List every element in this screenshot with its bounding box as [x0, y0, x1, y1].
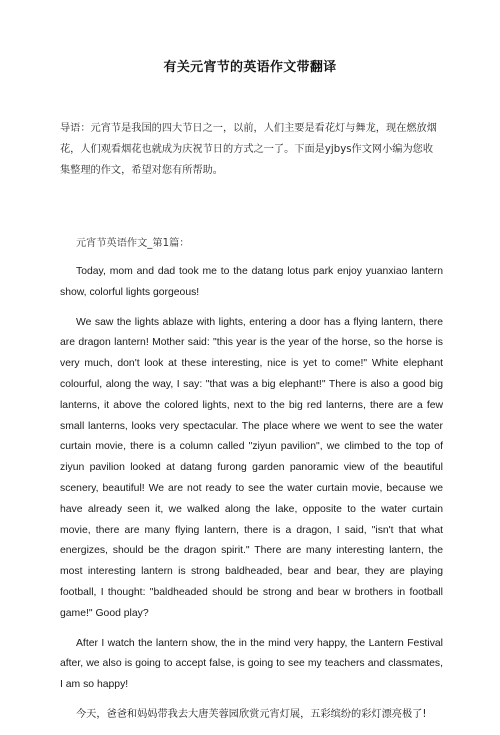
essay-paragraph-1: Today, mom and dad took me to the datang lotus park enjoy yuanxiao lantern show, colorful lights gorgeous! — [60, 266, 443, 298]
intro-paragraph: 导语：元宵节是我国的四大节日之一，以前，人们主要是看花灯与舞龙，现在燃放烟花，人们观看烟花也就成为庆祝节日的方式之一了。下面是yjbys作文网小编为您收集整理的作文，希望对您有所帮助。 — [60, 123, 437, 176]
essay-paragraph-3: After I watch the lantern show, the in the mind very happy, the Lantern Festival after, we also is going to accept false, is going to see my teachers and classmates, I am so happy! — [60, 637, 443, 691]
translation-paragraph: 今天，爸爸和妈妈带我去大唐芙蓉园欣赏元宵灯展，五彩缤纷的彩灯漂亮极了! — [76, 708, 427, 720]
essay-body — [60, 262, 443, 735]
document-title: 有关元宵节的英语作文带翻译 — [163, 60, 337, 75]
section-heading: 元宵节英语作文_第1篇： — [76, 238, 190, 249]
essay-paragraph-2: We saw the lights ablaze with lights, entering a door has a flying lantern, there are dragon lantern! Mother said: "this year is the year of the horse, so the horse is very much, don't look at these interesting, nice is yet to come!" White elephant colourful, along the way, I say: "that was a big elephant!" There is also a good big lanterns, it above the colored lights, next to the big red lanterns, there are a few small lanterns, looks very spectacular. The place where we went to see the water curtain movie, there is a column called "ziyun pavilion", we climbed to the top of ziyun pavilion looked at datang furong garden panoramic view of the beautiful scenery, beautiful! We are not ready to see the water curtain movie, because we have already seen it, we walked along the lake, opposite to the water curtain movie, there are many flying lantern, there is a dragon, I said, "isn't that what energizes, should be the dragon spirit." There are many interesting lantern, the most interesting lantern is strong baldheaded, bear and bear, they are playing football, I thought: "baldheaded should be strong and bear w brothers in football game!" Good play? — [60, 316, 443, 619]
